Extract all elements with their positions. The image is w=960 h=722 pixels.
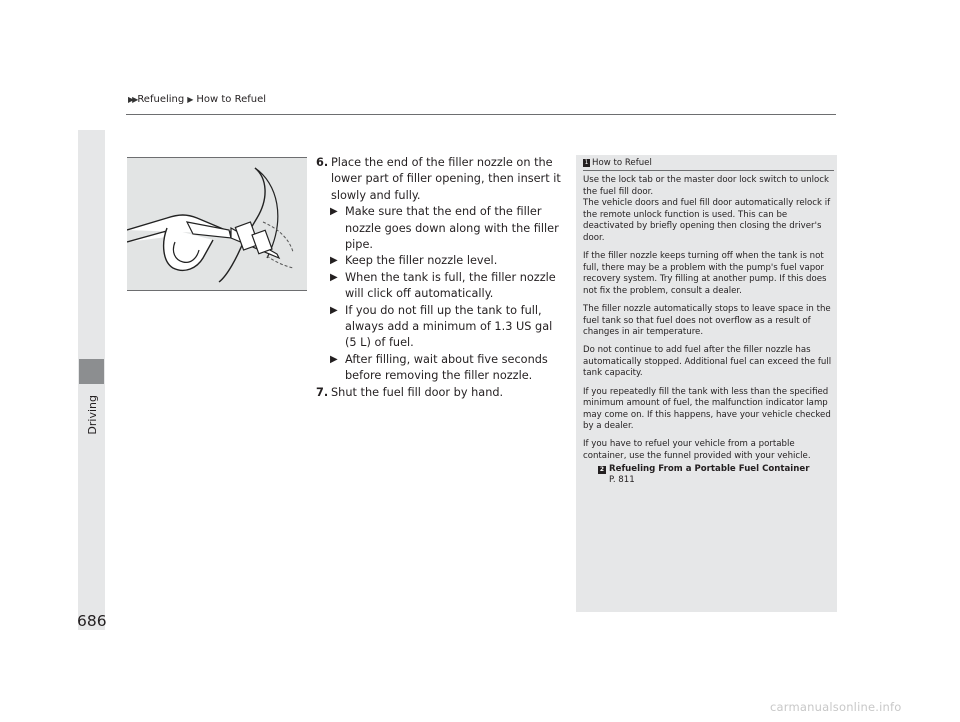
sub-step-text: If you do not fill up the tank to full, always add a minimum of 1.3 US gal (5 L) of fuel.: [345, 303, 553, 350]
fuel-nozzle-icon: [127, 158, 307, 290]
notes-panel-body: [583, 175, 833, 487]
step-6: [316, 155, 566, 204]
breadcrumb: [128, 94, 266, 105]
sub-step: [316, 352, 566, 385]
breadcrumb-item-refueling[interactable]: Refueling: [137, 94, 185, 105]
step-7: [316, 385, 566, 401]
cross-reference-page[interactable]: P. 811: [609, 475, 635, 486]
note-paragraph: The filler nozzle automatically stops to leave space in the fuel tank so that fuel does not overflow as a result of changes in air temperature.: [583, 303, 831, 338]
sub-step-text: When the tank is full, the filler nozzle will click off automatically.: [345, 270, 556, 301]
breadcrumb-item-how-to-refuel[interactable]: How to Refuel: [196, 94, 267, 105]
cross-reference-link[interactable]: [583, 464, 833, 476]
fuel-nozzle-illustration: [127, 157, 307, 291]
cross-reference-icon: 2: [599, 465, 605, 473]
step-text: Place the end of the filler nozzle on the lower part of filler opening, then insert it slowly and fully.: [331, 156, 561, 202]
notes-panel-title-text: How to Refuel: [592, 158, 652, 168]
reference-marker-icon: 1: [584, 159, 589, 166]
step-number: 6.: [316, 156, 329, 169]
cross-reference-label[interactable]: Refueling From a Portable Fuel Container: [609, 463, 810, 474]
note-paragraph: Do not continue to add fuel after the filler nozzle has automatically stopped. Additional fuel can exceed the full tank capacity.: [583, 345, 832, 379]
sub-step: [316, 253, 566, 269]
note-paragraph: Use the lock tab or the master door lock switch to unlock the fuel fill door. The vehicle doors and fuel fill door automatically relock if the remote unlock function is used. This can be deactivated by briefly opening then closing the driver's door.: [583, 175, 831, 243]
sub-step-text: Keep the filler nozzle level.: [345, 254, 498, 268]
notes-panel-title: [583, 158, 652, 168]
page-number: 686: [77, 612, 107, 630]
side-tab-label: Driving: [86, 395, 99, 435]
refuel-steps: [316, 155, 566, 401]
arrow-icon: ▶: [330, 271, 338, 283]
arrow-icon: ▶: [330, 255, 338, 267]
arrow-icon: ▶: [330, 206, 338, 218]
sub-step: [316, 303, 566, 352]
sub-step-text: Make sure that the end of the filler nozzle goes down along with the filler pipe.: [345, 205, 559, 252]
breadcrumb-arrow-icon: ▶▶: [128, 95, 137, 104]
watermark: carmanualsonline.info: [770, 700, 902, 714]
notes-panel-divider: [583, 170, 834, 171]
note-paragraph: If you repeatedly fill the tank with less than the specified minimum amount of fuel, the malfunction indicator lamp may come on. If this happens, have your vehicle checked by a dealer.: [583, 386, 831, 432]
side-tab-marker: [79, 359, 104, 384]
sub-step: [316, 270, 566, 303]
note-paragraph: If you have to refuel your vehicle from a portable container, use the funnel provided with your vehicle.: [583, 439, 811, 461]
arrow-icon: ▶: [330, 353, 338, 365]
step-number: 7.: [316, 385, 329, 399]
note-paragraph: If the filler nozzle keeps turning off when the tank is not full, there may be a problem with the pump's fuel vapor recovery system. Try filling at another pump. If this does not fix the problem, consult a dealer.: [583, 251, 827, 296]
sub-step-text: After filling, wait about five seconds before removing the filler nozzle.: [345, 352, 548, 383]
step-text: Shut the fuel fill door by hand.: [331, 385, 504, 399]
breadcrumb-separator-icon: ▶: [187, 95, 194, 104]
arrow-icon: ▶: [330, 304, 338, 316]
header-divider: [126, 114, 836, 115]
sub-step: [316, 204, 566, 253]
